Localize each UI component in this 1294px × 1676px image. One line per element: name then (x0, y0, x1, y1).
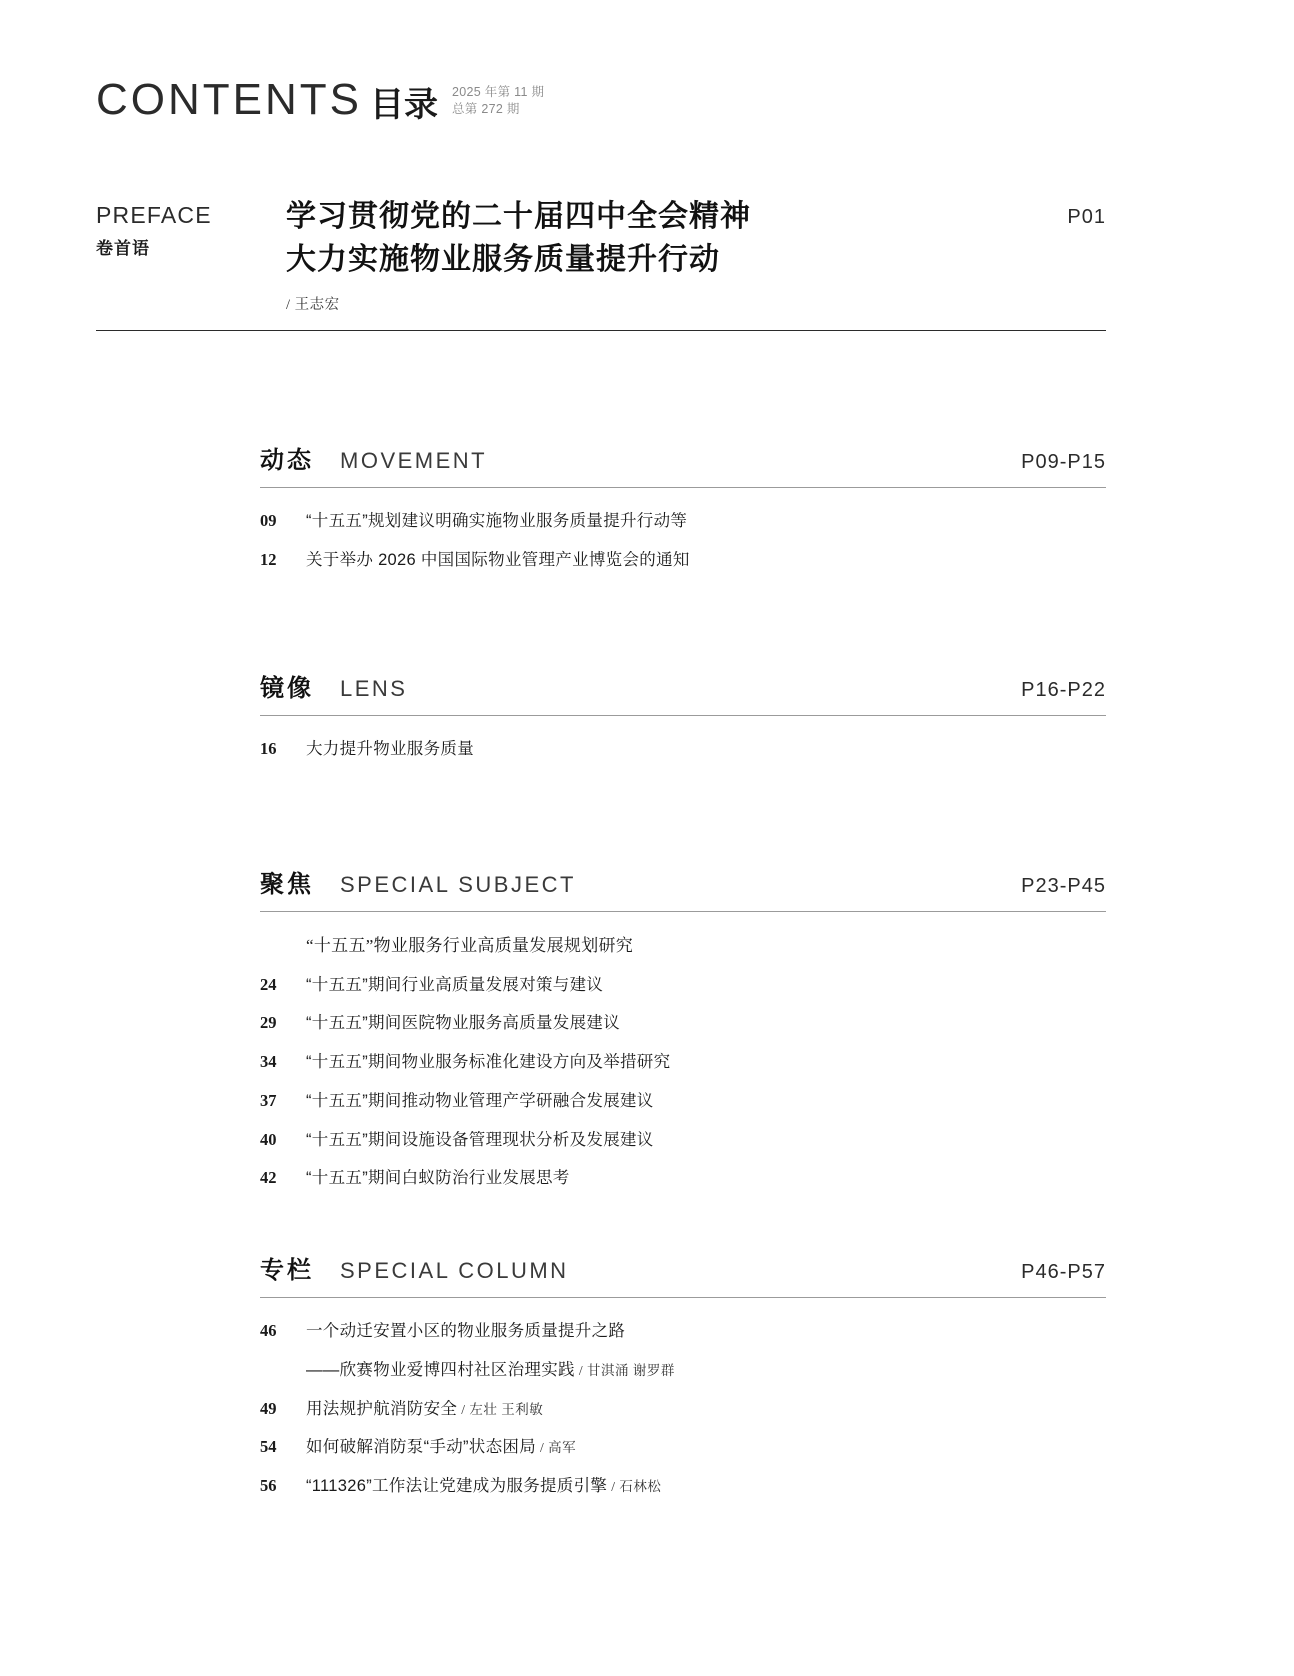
entry-byline: / 高军 (540, 1440, 577, 1456)
section-movement (260, 440, 1106, 580)
entry-title: 一个动迁安置小区的物业服务质量提升之路 (306, 1322, 626, 1340)
section-page-range: P09-P15 (1021, 451, 1106, 473)
list-item[interactable] (260, 1043, 1106, 1082)
section-title-cn: 专栏 (260, 1257, 314, 1284)
entry-title-text: 如何破解消防泵“手动”状态困局 (306, 1438, 536, 1457)
masthead-title-en: CONTENTS (96, 75, 362, 124)
list-item[interactable] (260, 730, 1106, 769)
entry-page-number: 34 (260, 1052, 277, 1071)
preface-entry (96, 196, 1106, 314)
preface-body (264, 196, 1016, 314)
section-divider (260, 1297, 1106, 1298)
entry-byline: / 左壮 王利敏 (461, 1401, 544, 1417)
entry-title-text: “111326”工作法让党建成为服务提质引擎 (306, 1477, 608, 1495)
entry-byline: / 石林松 (611, 1479, 662, 1494)
list-item[interactable] (260, 1390, 1106, 1429)
section-header (260, 864, 1106, 911)
preface-title-line-2: 大力实施物业服务质量提升行动 (286, 242, 720, 276)
entry-title (306, 1397, 543, 1422)
entry-list (260, 1312, 1106, 1506)
section-title-cn: 镜像 (260, 675, 314, 702)
section-divider (260, 911, 1106, 912)
entry-page-number: 54 (260, 1437, 277, 1457)
entry-page-number: 09 (260, 511, 277, 530)
list-item[interactable] (260, 1351, 1106, 1390)
issue-line-1: 2025 年第 11 期 (452, 85, 545, 100)
section-special-subject (260, 864, 1106, 1198)
entry-page-number: 37 (260, 1090, 277, 1110)
entry-title: “十五五”物业服务行业高质量发展规划研究 (306, 936, 634, 955)
entry-list (260, 730, 1106, 769)
entry-title: “十五五”期间医院物业服务高质量发展建议 (306, 1014, 620, 1033)
section-special-column (260, 1250, 1106, 1506)
entry-byline: / 甘淇涌 谢罗群 (578, 1362, 675, 1378)
section-lens (260, 668, 1106, 769)
section-divider (260, 715, 1106, 716)
entry-title: “十五五”规划建议明确实施物业服务质量提升行动等 (306, 512, 688, 530)
entry-title-text: 用法规护航消防安全 (306, 1399, 458, 1418)
preface-divider (96, 330, 1106, 331)
entry-page-number: 29 (260, 1013, 277, 1033)
section-page-range: P46-P57 (1021, 1261, 1106, 1283)
preface-page-number: P01 (1067, 206, 1106, 228)
list-item[interactable] (260, 1467, 1106, 1506)
list-item[interactable] (260, 1004, 1106, 1043)
entry-list (260, 926, 1106, 1198)
entry-page-number: 40 (260, 1129, 277, 1149)
entry-list (260, 502, 1106, 580)
section-title-en: SPECIAL COLUMN (340, 1258, 569, 1283)
masthead (96, 75, 545, 124)
section-title-en: MOVEMENT (340, 448, 488, 473)
entry-title (306, 1435, 576, 1460)
entry-page-number: 42 (260, 1168, 277, 1188)
section-title-en: SPECIAL SUBJECT (340, 872, 576, 897)
entry-title: “十五五”期间行业高质量发展对策与建议 (306, 975, 604, 994)
list-item[interactable] (260, 1082, 1106, 1121)
list-item[interactable] (260, 966, 1106, 1005)
entry-title: “十五五”期间白蚁防治行业发展思考 (306, 1169, 570, 1188)
entry-page-number: 56 (260, 1476, 277, 1495)
entry-title: 大力提升物业服务质量 (306, 740, 474, 758)
list-item[interactable] (260, 1121, 1106, 1160)
list-item[interactable] (260, 1428, 1106, 1467)
section-title-cn: 动态 (260, 447, 314, 474)
preface-label-en: PREFACE (96, 202, 212, 228)
issue-line-2: 总第 272 期 (452, 102, 520, 117)
section-header (260, 668, 1106, 715)
entry-title: “十五五”期间设施设备管理现状分析及发展建议 (306, 1130, 654, 1149)
list-item[interactable] (260, 926, 1106, 966)
section-page-range: P23-P45 (1021, 875, 1106, 897)
list-item[interactable] (260, 541, 1106, 580)
list-item[interactable] (260, 1159, 1106, 1198)
section-header (260, 440, 1106, 487)
entry-title (306, 1474, 661, 1499)
list-item[interactable] (260, 502, 1106, 541)
issue-info (452, 84, 544, 118)
section-divider (260, 487, 1106, 488)
preface-label (96, 196, 264, 259)
entry-page-number: 12 (260, 549, 277, 569)
entry-page-number: 46 (260, 1321, 277, 1340)
entry-title: “十五五”期间物业服务标准化建设方向及举措研究 (306, 1053, 671, 1071)
entry-page-number: 24 (260, 974, 277, 994)
section-header (260, 1250, 1106, 1297)
section-page-range: P16-P22 (1021, 679, 1106, 701)
entry-title: 关于举办 2026 中国国际物业管理产业博览会的通知 (306, 550, 690, 569)
entry-page-number: 16 (260, 739, 277, 758)
section-title-cn: 聚焦 (260, 871, 314, 898)
list-item[interactable] (260, 1312, 1106, 1351)
entry-subtitle (306, 1358, 675, 1383)
entry-subtitle-text: ——欣赛物业爱博四村社区治理实践 (306, 1360, 575, 1379)
section-title-en: LENS (340, 676, 408, 701)
preface-title-line-1: 学习贯彻党的二十届四中全会精神 (286, 200, 751, 233)
entry-title: “十五五”期间推动物业管理产学研融合发展建议 (306, 1091, 654, 1110)
preface-author: / 王志宏 (286, 297, 340, 314)
entry-page-number: 49 (260, 1398, 277, 1418)
preface-label-cn: 卷首语 (96, 238, 150, 258)
masthead-title-cn: 目录 (370, 86, 438, 124)
